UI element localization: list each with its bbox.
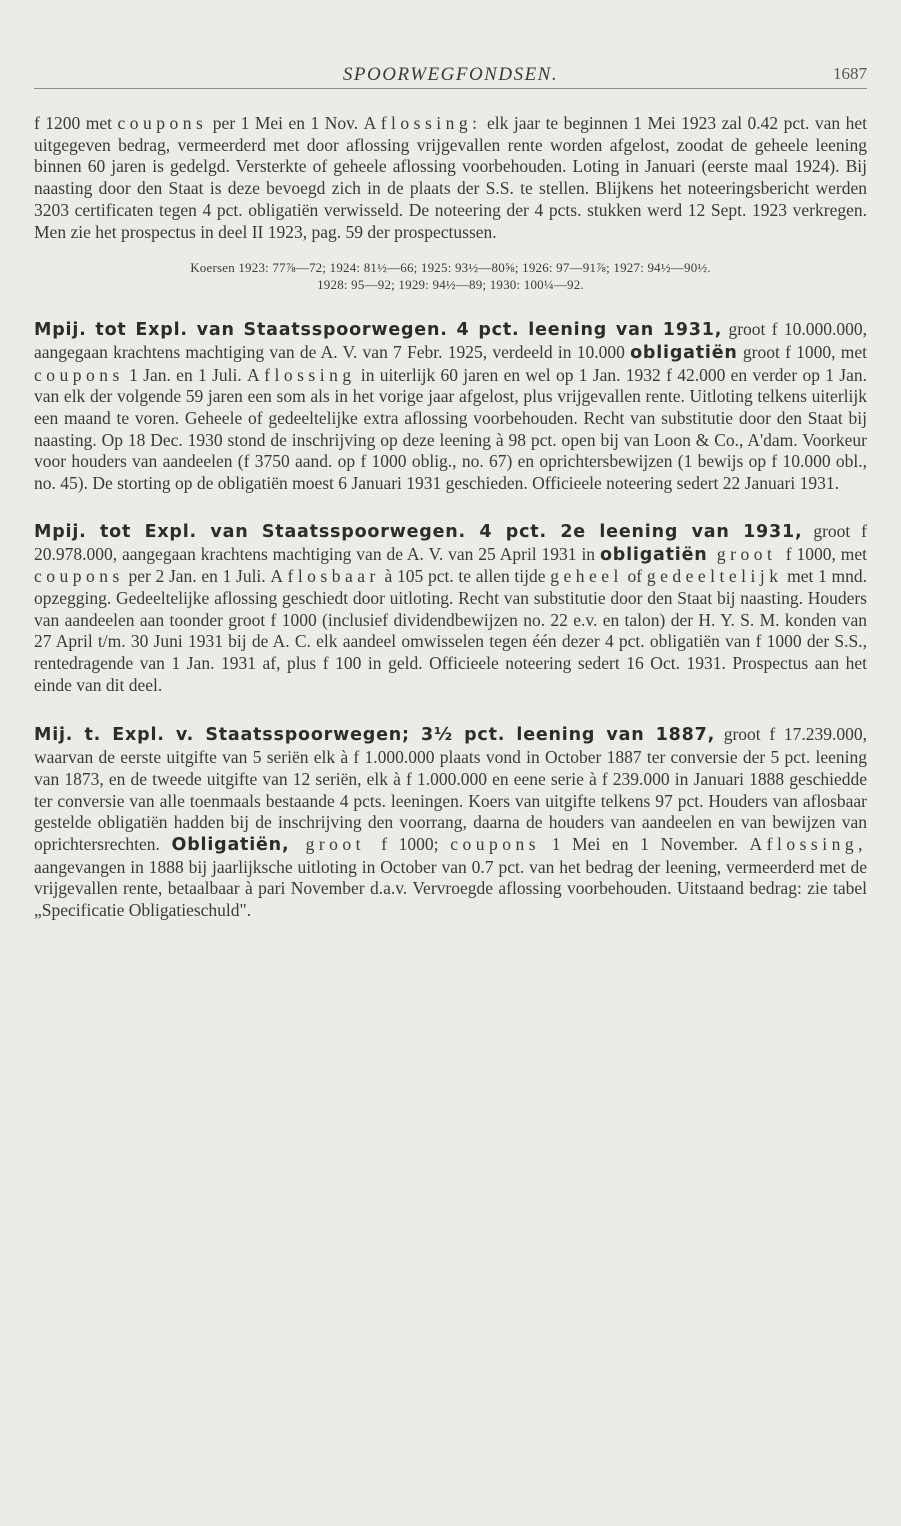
s3-text-3: 1 Mei en 1 November. — [540, 833, 750, 854]
intro-text-1: f 1200 met — [34, 113, 118, 133]
koersen-line-1: Koersen 1923: 77⅞—72; 1924: 81½—66; 1925: 93½—80⅝; 1926: 97—91⅞; 1927: 94½—90½. — [190, 260, 711, 276]
section-4pct-2e-1931 — [34, 521, 867, 697]
koersen-line-2: 1928: 95—92; 1929: 94½—89; 1930: 100¼—92. — [317, 277, 584, 293]
page-body — [34, 113, 867, 922]
s2-geheel: geheel — [550, 566, 623, 587]
s3-text-2: f 1000; — [381, 833, 451, 854]
s1-text-2: groot f 1000, met — [737, 341, 867, 362]
s3-text-1: groot f 17.239.000, waarvan de eerste uitgifte van 5 seriën elk à f 1.000.000 plaats vond in October 1887 ter conversie der 5 pct. leening van 1873, en de tweede uitgifte van 12 seriën, elk à f 1.000.000 en eene serie à f 239.000 in Januari 1888 geschiedde ter conversie van alle toenmaals bestaande 4 pcts. leeningen. Koers van uitgifte telkens 97 pct. Houders van aflosbaar gestelde obligatiën hadden bij de inschrijving den voorrang, daarna de houders van aandeelen en van bewijzen van oprichtersrechten. — [34, 724, 867, 854]
s1-text-4: in uiterlijk 60 jaren en wel op 1 Jan. 1932 f 42.000 en verder op 1 Jan. van elk der volgende 59 jaren een som als in het vorige jaar afgelost, plus vrijgevallen rente. Uitloting telkens uiterlijk een maand te voren. Geheele of gedeeltelijke extra aflossing voorbehouden. Recht van substitutie door den Staat bij naasting. Op 18 Dec. 1930 stond de inschrijving op deze leening à 98 pct. open bij van Loon & Co., A'dam. Voorkeur voor houders van aandeelen (f 3750 aand. op f 1000 oblig., no. 67) en oprichtersbewijzen (1 bewijs op f 10.000 obl., no. 45). De storting op de obligatiën moest 6 Januari 1931 geschieden. Officieele noteering sedert 22 Januari 1931. — [34, 364, 868, 494]
section-3half-pct-1887-heading: Mij. t. Expl. v. Staatsspoorwegen; 3½ pct. leening van 1887, — [34, 725, 716, 746]
s2-text-2: f 1000, met — [785, 543, 867, 564]
s1-text-1: groot f 10.000.000, aangegaan krachtens machtiging van de A. V. van 7 Febr. 1925, verdeeld in 10.000 — [34, 319, 867, 362]
s1-obligatien: obligatiën — [630, 342, 738, 363]
s3-groot: groot — [289, 833, 382, 854]
s1-text-3: 1 Jan. en 1 Juli. — [123, 364, 248, 385]
koersen-block — [34, 259, 867, 293]
intro-aflossing: Aflossing: — [363, 113, 482, 133]
s2-aflosbaar: Aflosbaar — [270, 566, 380, 587]
running-header — [34, 64, 867, 89]
s3-text-4: aangevangen in 1888 bij jaarlijksche uitloting in October van 0.7 pct. van het bedrag der leening, vermeerderd met de vrijgevallen rente, betaalbaar à pari November d.a.v. Vervroegde aflossing voorbehouden. Uitstaand bedrag: zie tabel „Specificatie Obligatieschuld". — [34, 856, 867, 921]
section-4pct-2e-1931-heading: Mpij. tot Expl. van Staatsspoorwegen. 4 pct. 2e leening van 1931, — [34, 521, 803, 542]
s1-coupons: coupons — [34, 364, 124, 385]
section-4pct-1931 — [34, 319, 867, 495]
s2-text-1: groot f 20.978.000, aangegaan krachtens machtiging van de A. V. van 25 April 1931 in — [34, 520, 867, 564]
intro-text-3: elk jaar te beginnen 1 Mei 1923 zal 0.42 pct. van het uitgegeven bedrag, vermeerderd met door aflossing vrijgevallen rente worden afgelost, zoodat de geheele leening binnen 60 jaren is gedelgd. Versterkte of geheele aflossing voorbehouden. Loting in Januari (eerste maal 1924). Bij naasting door den Staat is deze bevoegd zich in de plaats der S.S. te stellen. Blijkens het noteeringsbericht werden 3203 certificaten tegen 4 pct. obligatiën verwisseld. De noteering der 4 pcts. stukken werd 12 Sept. 1923 verkregen. Men zie het prospectus in deel II 1923, pag. 59 der prospectussen. — [34, 113, 867, 242]
section-3half-pct-1887 — [34, 724, 867, 921]
s2-gedeeltelijk: gedeeltelijk — [646, 566, 783, 587]
s1-aflossing: Aflossing — [247, 364, 356, 385]
s2-text-6: met 1 mnd. opzegging. Gedeeltelijke aflossing geschiedt door uitloting. Recht van substitutie door den Staat bij naasting. Houders van aandeelen aan toonder groot f 1000 (inclusief dividendbewijzen no. 22 e.v. en talon) der H. Y. S. M. konden van 27 April t/m. 30 Juni 1931 bij de A. C. elk aandeel omwisselen tegen één dezer 4 pct. obligatiën van f 1000 der S.S., rentedragende van 1 Jan. 1931 af, plus f 100 in geld. Officieele noteering sedert 16 Oct. 1931. Prospectus aan het einde van dit deel. — [34, 566, 868, 695]
s2-text-4: à 105 pct. te allen tijde — [379, 566, 551, 587]
s2-text-3: per 2 Jan. en 1 Juli. — [123, 566, 271, 587]
page-number: 1687 — [833, 64, 867, 83]
s3-coupons: coupons — [450, 833, 541, 854]
s2-obligatien: obligatiën — [599, 544, 708, 565]
intro-paragraph — [34, 113, 867, 243]
intro-coupons: coupons — [117, 113, 208, 133]
s3-aflossing: Aflossing, — [749, 833, 867, 854]
section-4pct-1931-heading: Mpij. tot Expl. van Staatsspoorwegen. 4 pct. leening van 1931, — [34, 320, 723, 341]
s2-text-5: of — [622, 566, 647, 587]
s2-coupons: coupons — [34, 566, 124, 587]
s2-groot: groot — [707, 543, 786, 564]
running-title: SPOORWEGFONDSEN. — [342, 64, 559, 85]
s3-obligatien: Obligatiën, — [171, 834, 290, 855]
intro-text-2: per 1 Mei en 1 Nov. — [207, 113, 364, 133]
